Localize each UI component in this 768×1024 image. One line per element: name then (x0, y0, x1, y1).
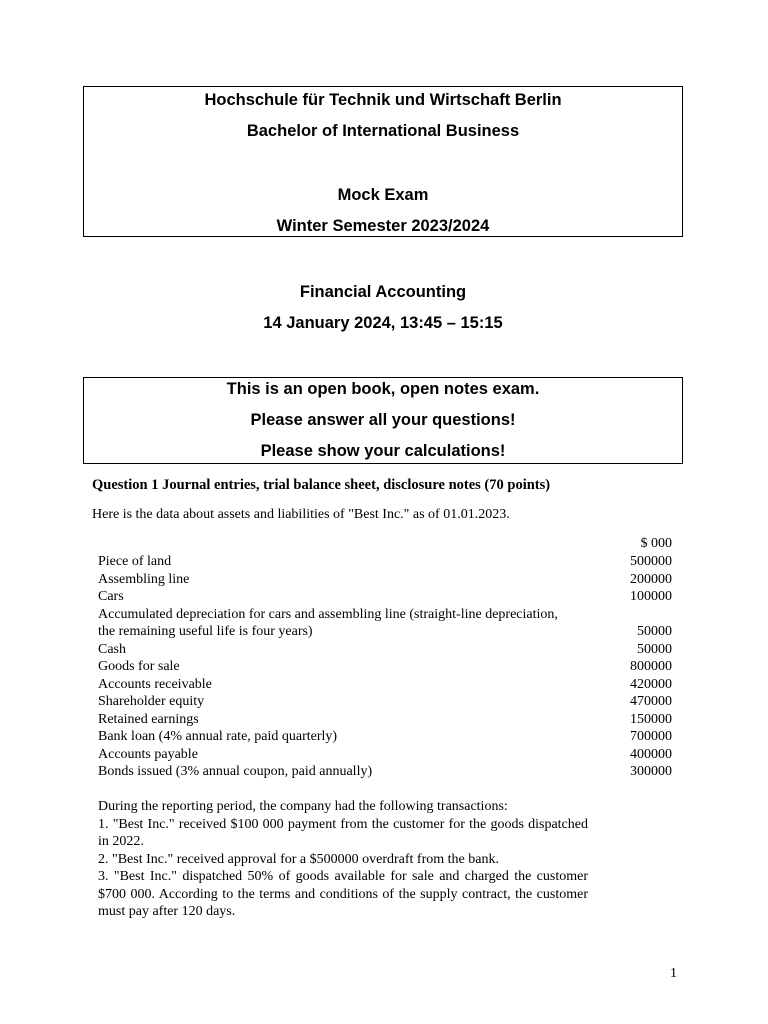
item-label: Accounts receivable (98, 676, 212, 692)
item-label: Piece of land (98, 554, 172, 569)
program-name: Bachelor of International Business (246, 122, 520, 140)
university-name: Hochschule für Technik und Wirtschaft Berlin (204, 91, 562, 109)
exam-type: Mock Exam (337, 186, 429, 204)
item-label: Cars (98, 589, 124, 604)
notice-line-2: Please answer all your questions! (250, 411, 516, 429)
item-label: Bank loan (4% annual rate, paid quarterly) (98, 729, 338, 744)
question-1-title: Question 1 Journal entries, trial balance sheet, disclosure notes (70 points) (92, 477, 551, 493)
transaction-item: 1. "Best Inc." received $100 000 payment from the customer for the goods dispatched in 2022. (98, 816, 588, 849)
item-value: 100000 (630, 589, 672, 604)
list-item (98, 711, 672, 729)
transaction-item: 2. "Best Inc." received approval for a $500000 overdraft from the bank. (98, 851, 499, 867)
item-label: Retained earnings (98, 711, 199, 727)
item-value: 150000 (630, 711, 672, 727)
course-title: Financial Accounting (299, 283, 467, 301)
list-item (98, 553, 672, 571)
item-value: 800000 (630, 659, 672, 674)
item-label: Goods for sale (98, 659, 180, 674)
asset-liability-list (98, 553, 672, 781)
header-box (83, 86, 683, 237)
list-item (98, 728, 672, 746)
list-item (98, 676, 672, 694)
item-value: 50000 (637, 641, 672, 657)
item-label: Accumulated depreciation for cars and assembling line (straight-line depreciation, the remaining useful life is four years) (98, 606, 558, 639)
list-item (98, 641, 672, 659)
item-value: 50000 (637, 624, 672, 639)
transactions-section (98, 798, 588, 921)
notice-box (83, 377, 683, 464)
item-label: Assembling line (98, 571, 190, 587)
notice-line-3: Please show your calculations! (260, 442, 506, 460)
list-item (98, 763, 672, 781)
item-value: 470000 (630, 694, 672, 709)
list-item (98, 588, 672, 606)
item-value: 700000 (630, 729, 672, 744)
item-label: Cash (98, 641, 126, 657)
item-label: Shareholder equity (98, 694, 205, 709)
list-item (98, 571, 672, 589)
item-label: Bonds issued (3% annual coupon, paid annually) (98, 764, 373, 779)
list-item (98, 693, 672, 711)
page-number: 1 (670, 966, 677, 981)
item-value: 420000 (630, 676, 672, 692)
transaction-item: 3. "Best Inc." dispatched 50% of goods available for sale and charged the customer $700 000. According to the terms and conditions of the supply contract, the customer must pay after 120 days. (98, 869, 588, 919)
unit-label: $ 000 (640, 536, 672, 551)
semester: Winter Semester 2023/2024 (276, 217, 490, 235)
exam-date-time: 14 January 2024, 13:45 – 15:15 (263, 314, 503, 332)
item-value: 300000 (630, 764, 672, 779)
item-value: 500000 (630, 554, 672, 569)
item-value: 400000 (630, 746, 672, 762)
notice-line-1: This is an open book, open notes exam. (226, 380, 540, 398)
list-item (98, 746, 672, 764)
transactions-intro: During the reporting period, the company had the following transactions: (98, 799, 508, 814)
item-label: Accounts payable (98, 746, 198, 762)
item-value: 200000 (630, 571, 672, 587)
question-1-intro: Here is the data about assets and liabilities of "Best Inc." as of 01.01.2023. (92, 507, 510, 522)
list-item (98, 606, 672, 641)
list-item (98, 658, 672, 676)
